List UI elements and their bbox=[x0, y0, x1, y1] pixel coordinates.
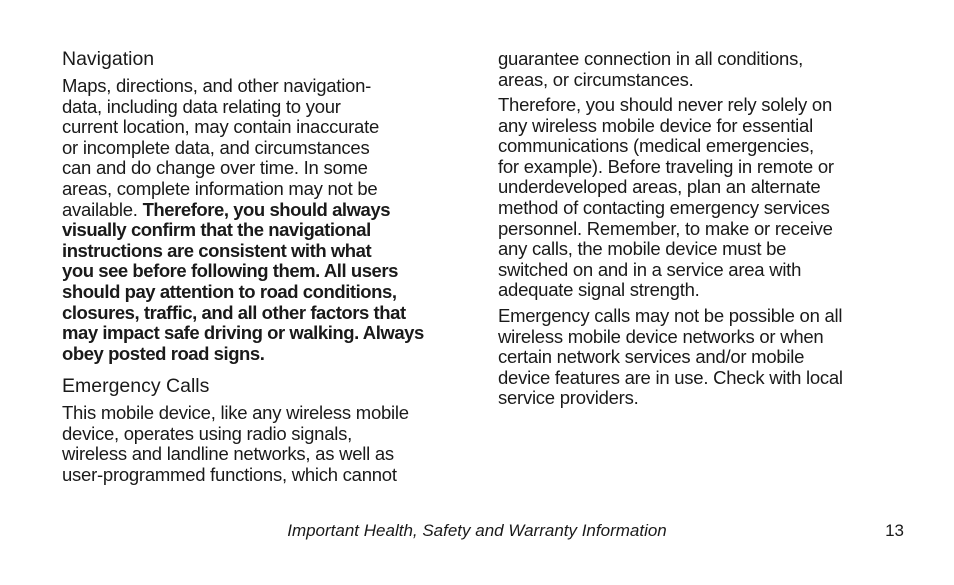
text-line: any calls, the mobile device must be bbox=[498, 238, 787, 260]
bold-fragment: Therefore, you should always bbox=[142, 198, 391, 220]
text-fragment: available. bbox=[62, 198, 143, 220]
text-line: Emergency calls may not be possible on all bbox=[498, 305, 843, 326]
text-line: can and do change over time. In some bbox=[62, 157, 368, 179]
text-line: wireless mobile device networks or when bbox=[498, 325, 824, 347]
emergency-calls-heading: Emergency Calls bbox=[62, 375, 210, 397]
text-line: adequate signal strength. bbox=[498, 279, 700, 301]
text-line: method of contacting emergency services bbox=[498, 196, 830, 218]
text-line: service providers. bbox=[498, 387, 639, 409]
text-line-mixed bbox=[62, 200, 424, 221]
page-number: 13 bbox=[885, 521, 904, 540]
bold-line: instructions are consistent with what bbox=[62, 239, 372, 261]
text-line: Maps, directions, and other navigation- bbox=[62, 75, 372, 96]
text-line: Therefore, you should never rely solely on bbox=[498, 94, 832, 115]
connection-paragraph bbox=[498, 49, 803, 90]
navigation-paragraph bbox=[62, 76, 424, 364]
text-line: or incomplete data, and circumstances bbox=[62, 136, 370, 158]
bold-line: may impact safe driving or walking. Always bbox=[62, 322, 424, 344]
text-line: switched on and in a service area with bbox=[498, 258, 802, 280]
text-line: communications (medical emergencies, bbox=[498, 135, 814, 157]
text-line: This mobile device, like any wireless mobile bbox=[62, 402, 409, 423]
text-line: user-programmed functions, which cannot bbox=[62, 463, 397, 485]
bold-line: visually confirm that the navigational bbox=[62, 219, 371, 241]
footer-title: Important Health, Safety and Warranty Information bbox=[287, 521, 667, 540]
text-line: personnel. Remember, to make or receive bbox=[498, 217, 833, 239]
bold-line: obey posted road signs. bbox=[62, 342, 265, 364]
emergency-paragraph bbox=[62, 403, 409, 485]
text-line: device features are in use. Check with local bbox=[498, 366, 843, 388]
reliance-paragraph bbox=[498, 95, 834, 301]
text-line: areas, complete information may not be bbox=[62, 177, 378, 199]
text-line: areas, or circumstances. bbox=[498, 68, 694, 90]
text-line: underdeveloped areas, plan an alternate bbox=[498, 176, 821, 198]
text-line: current location, may contain inaccurate bbox=[62, 116, 380, 138]
text-line: any wireless mobile device for essential bbox=[498, 114, 813, 136]
text-line: for example). Before traveling in remote or bbox=[498, 155, 834, 177]
networks-paragraph bbox=[498, 306, 843, 409]
navigation-heading: Navigation bbox=[62, 48, 155, 70]
text-line: device, operates using radio signals, bbox=[62, 422, 353, 444]
text-line: wireless and landline networks, as well as bbox=[62, 443, 394, 465]
bold-line: should pay attention to road conditions, bbox=[62, 280, 397, 302]
bold-line: you see before following them. All users bbox=[62, 260, 398, 282]
bold-line: closures, traffic, and all other factors that bbox=[62, 301, 406, 323]
text-line: certain network services and/or mobile bbox=[498, 346, 805, 368]
text-line: data, including data relating to your bbox=[62, 95, 341, 117]
text-line: guarantee connection in all conditions, bbox=[498, 48, 803, 69]
